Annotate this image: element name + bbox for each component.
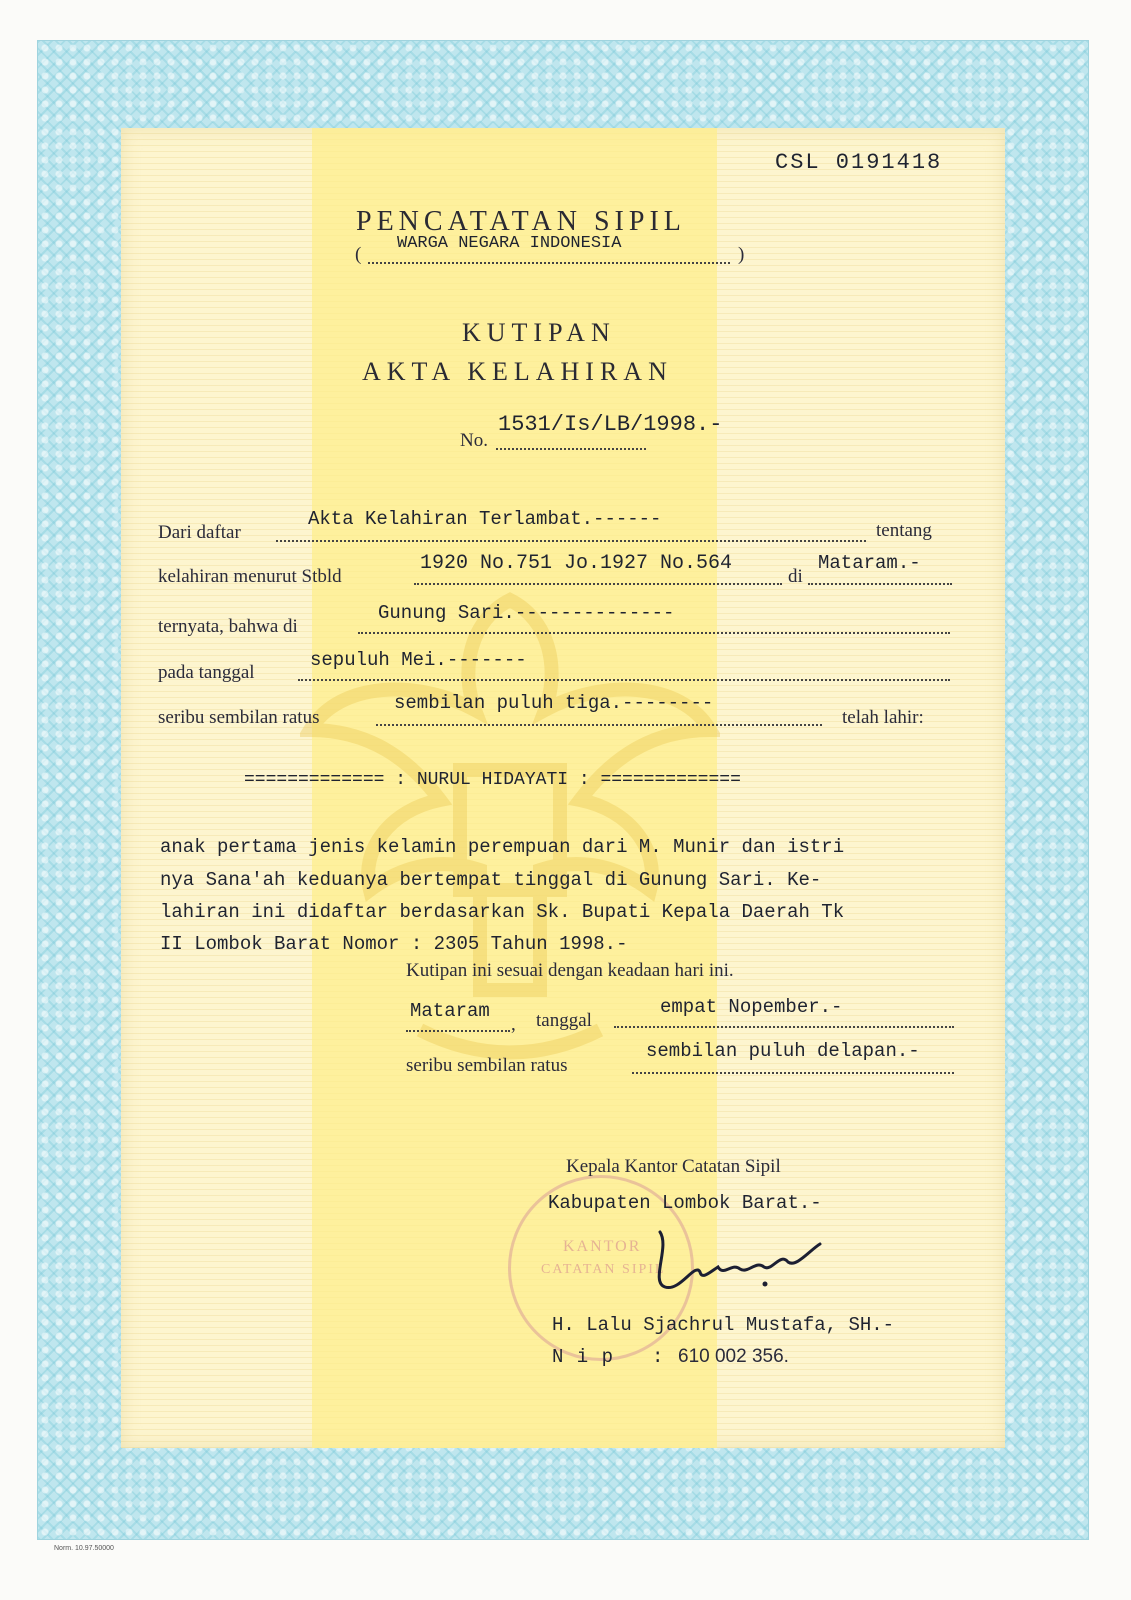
body-line-3: lahiran ini didaftar berdasarkan Sk. Bupati Kepala Daerah Tk: [160, 901, 845, 923]
dari-daftar-label: Dari daftar: [158, 522, 241, 543]
tahun-value: sembilan puluh tiga.--------: [394, 692, 714, 714]
footer-code: Norm. 10.97.50000: [54, 1545, 114, 1552]
nip-separator: :: [652, 1346, 664, 1368]
nip-label: N i p: [552, 1346, 615, 1368]
lahir-label: telah lahir:: [842, 707, 924, 728]
number-dotted-line: [496, 448, 646, 450]
tanggal-dots: [298, 679, 950, 681]
header-close-paren: ): [738, 244, 745, 265]
header-open-paren: (: [355, 244, 362, 265]
place-value: Mataram: [410, 1000, 490, 1022]
dari-daftar-dots: [276, 540, 866, 542]
doc-title-akta: AKTA KELAHIRAN: [362, 357, 673, 386]
issue-statement: Kutipan ini sesuai dengan keadaan hari ini.: [406, 960, 734, 981]
tanggal-label: pada tanggal: [158, 662, 255, 683]
place-dots: [406, 1030, 510, 1032]
doc-title-kutipan: KUTIPAN: [462, 318, 616, 347]
header-title: PENCATATAN SIPIL: [356, 206, 686, 237]
tahun-dots: [376, 724, 822, 726]
tanggal-value: sepuluh Mei.-------: [310, 649, 527, 671]
issue-year-dots: [632, 1072, 954, 1074]
di-dots: [808, 583, 952, 585]
header-dotted-line: [368, 262, 730, 264]
stamp-line-1: KANTOR: [563, 1238, 642, 1255]
stbld-label: kelahiran menurut Stbld: [158, 566, 342, 587]
body-line-2: nya Sana'ah keduanya bertempat tinggal di Gunung Sari. Ke-: [160, 869, 822, 891]
office-line-2: Kabupaten Lombok Barat.-: [548, 1192, 822, 1214]
serial-number: CSL 0191418: [775, 150, 943, 175]
stbld-value: 1920 No.751 Jo.1927 No.564: [420, 552, 733, 575]
issue-date-dots: [614, 1026, 954, 1028]
body-line-4: II Lombok Barat Nomor : 2305 Tahun 1998.-: [160, 933, 628, 955]
garuda-emblem-icon: [300, 560, 720, 1080]
child-name-line: ============= : NURUL HIDAYATI : =============: [244, 770, 741, 790]
di-label: di: [788, 566, 803, 587]
bahwa-label: ternyata, bahwa di: [158, 616, 298, 637]
place-comma: ,: [511, 1014, 516, 1035]
nip-value: 610 002 356.: [678, 1346, 789, 1367]
issue-year-value: sembilan puluh delapan.-: [646, 1040, 920, 1062]
di-value: Mataram.-: [818, 552, 921, 574]
number-label: No.: [460, 430, 488, 451]
office-line-1: Kepala Kantor Catatan Sipil: [566, 1156, 781, 1177]
stbld-dots: [414, 583, 782, 585]
tahun-label: seribu sembilan ratus: [158, 707, 320, 728]
signature-icon: [640, 1222, 830, 1302]
signatory-name: H. Lalu Sjachrul Mustafa, SH.-: [552, 1314, 895, 1336]
tentang-label: tentang: [876, 520, 932, 541]
bahwa-value: Gunung Sari.--------------: [378, 602, 675, 624]
issue-year-label: seribu sembilan ratus: [406, 1055, 568, 1076]
number-value: 1531/Is/LB/1998.-: [498, 412, 723, 437]
bahwa-dots: [358, 632, 950, 634]
issue-tanggal-label: tanggal: [536, 1010, 592, 1031]
issue-date-value: empat Nopember.-: [660, 996, 843, 1018]
body-line-1: anak pertama jenis kelamin perempuan dari M. Munir dan istri: [160, 836, 845, 858]
header-subtitle: WARGA NEGARA INDONESIA: [397, 234, 622, 253]
dari-daftar-value: Akta Kelahiran Terlambat.------: [308, 508, 662, 530]
stamp-line-2: CATATAN SIPIL: [541, 1262, 666, 1277]
